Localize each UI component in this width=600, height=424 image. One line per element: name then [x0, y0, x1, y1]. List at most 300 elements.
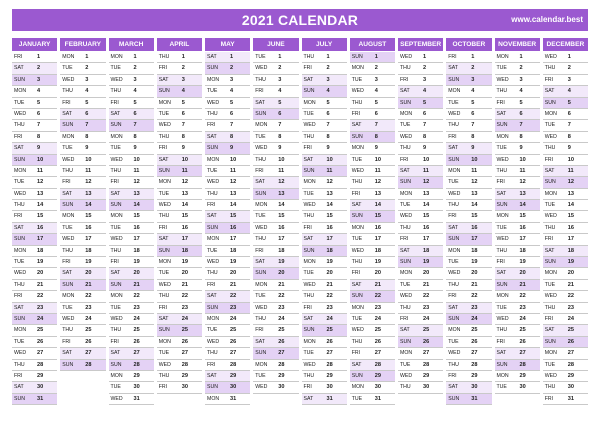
day-number: 4	[37, 88, 41, 95]
month-column-april	[157, 38, 202, 405]
day-number: 11	[133, 167, 140, 174]
day-row	[12, 280, 57, 291]
weekday-label: TUE	[255, 54, 266, 60]
weekday-label: WED	[448, 270, 461, 277]
day-row	[302, 314, 347, 325]
weekday-label: SAT	[351, 122, 362, 129]
day-number: 29	[181, 372, 188, 379]
day-number: 16	[278, 224, 285, 231]
day-row	[60, 109, 105, 120]
day-row	[12, 314, 57, 325]
day-row	[543, 394, 588, 405]
day-number: 13	[133, 190, 140, 197]
weekday-label: MON	[351, 224, 364, 231]
day-number: 31	[374, 395, 381, 402]
weekday-label: SAT	[351, 361, 362, 368]
day-row	[302, 348, 347, 359]
day-row	[157, 325, 202, 336]
day-number: 23	[423, 304, 430, 311]
day-number: 7	[85, 122, 89, 129]
day-row	[543, 257, 588, 268]
day-number: 11	[326, 167, 333, 174]
day-row	[398, 132, 443, 143]
day-row	[205, 246, 250, 257]
day-row	[12, 143, 57, 154]
day-row	[350, 109, 395, 120]
weekday-label: FRI	[400, 315, 409, 322]
day-number: 18	[37, 247, 44, 254]
day-number: 6	[567, 110, 571, 117]
day-row	[12, 86, 57, 97]
weekday-label: THU	[496, 88, 508, 95]
day-number: 18	[471, 247, 478, 254]
weekday-label: WED	[207, 338, 220, 345]
day-row	[205, 98, 250, 109]
day-row	[157, 257, 202, 268]
weekday-label: SUN	[255, 190, 267, 197]
day-row	[543, 314, 588, 325]
weekday-label: TUE	[207, 88, 218, 95]
day-number: 12	[326, 179, 333, 186]
day-row	[205, 211, 250, 222]
weekday-label: FRI	[62, 259, 71, 266]
weekday-label: FRI	[255, 88, 264, 95]
day-row	[543, 109, 588, 120]
day-row	[60, 325, 105, 336]
day-number: 9	[37, 145, 41, 152]
weekday-label: SAT	[400, 167, 410, 174]
day-number: 27	[374, 350, 381, 357]
weekday-label: SAT	[110, 350, 121, 357]
weekday-label: FRI	[448, 54, 457, 60]
day-row	[495, 303, 540, 314]
day-row	[109, 348, 154, 359]
day-row	[543, 223, 588, 234]
day-row	[205, 143, 250, 154]
day-number: 8	[181, 133, 185, 140]
day-number: 24	[519, 315, 526, 322]
weekday-label: THU	[400, 224, 411, 231]
weekday-label: TUE	[351, 236, 363, 243]
day-number: 29	[37, 372, 44, 379]
day-number: 19	[230, 259, 237, 266]
day-row	[60, 200, 105, 211]
day-row	[543, 280, 588, 291]
day-row	[109, 280, 154, 291]
day-row	[253, 257, 298, 268]
day-number: 27	[181, 350, 188, 357]
weekday-label: FRI	[110, 99, 119, 106]
day-row	[495, 223, 540, 234]
day-number: 2	[326, 65, 330, 72]
weekday-label: MON	[207, 76, 220, 83]
title-bar	[12, 9, 588, 31]
weekday-label: SAT	[496, 110, 507, 117]
day-number: 21	[85, 281, 92, 288]
weekday-label: SUN	[110, 281, 122, 288]
weekday-label: MON	[544, 270, 557, 277]
day-number: 25	[85, 327, 92, 334]
day-number: 28	[567, 361, 574, 368]
month-header: NOVEMBER	[495, 38, 540, 51]
day-number: 7	[519, 122, 523, 129]
weekday-label: SAT	[544, 88, 555, 95]
weekday-label: THU	[303, 293, 315, 300]
day-number: 10	[278, 156, 285, 163]
day-row	[60, 360, 105, 371]
day-number: 8	[567, 133, 571, 140]
day-number: 1	[133, 54, 137, 60]
weekday-label: WED	[158, 202, 171, 209]
weekday-label: WED	[158, 361, 171, 368]
day-row	[350, 257, 395, 268]
day-row	[109, 246, 154, 257]
day-row	[205, 268, 250, 279]
weekday-label: TUE	[255, 213, 266, 220]
weekday-label: FRI	[207, 122, 216, 129]
day-number: 1	[37, 54, 41, 60]
day-row	[398, 155, 443, 166]
weekday-label: SUN	[544, 338, 556, 345]
day-number: 20	[519, 270, 526, 277]
day-row	[109, 189, 154, 200]
weekday-label: THU	[400, 304, 411, 311]
day-row	[398, 291, 443, 302]
day-number: 25	[37, 327, 44, 334]
day-row	[302, 98, 347, 109]
day-row	[205, 200, 250, 211]
day-row	[205, 337, 250, 348]
day-row	[495, 234, 540, 245]
weekday-label: MON	[62, 133, 75, 140]
day-row	[446, 360, 491, 371]
weekday-label: SUN	[14, 76, 25, 83]
weekday-label: WED	[544, 133, 557, 140]
day-number: 19	[278, 259, 285, 266]
day-row	[109, 98, 154, 109]
day-row	[543, 337, 588, 348]
day-row	[157, 120, 202, 131]
day-number: 12	[471, 179, 478, 186]
weekday-label: MON	[110, 133, 123, 140]
weekday-label: THU	[496, 167, 508, 174]
day-row	[253, 177, 298, 188]
weekday-label: TUE	[14, 179, 25, 186]
day-number: 4	[567, 88, 571, 95]
day-row	[543, 155, 588, 166]
weekday-label: FRI	[14, 293, 23, 300]
day-row	[446, 189, 491, 200]
day-number: 27	[85, 350, 92, 357]
day-number: 17	[519, 236, 526, 243]
day-number: 19	[85, 259, 92, 266]
day-row	[205, 109, 250, 120]
day-row	[446, 109, 491, 120]
day-row	[302, 234, 347, 245]
day-number: 18	[326, 247, 333, 254]
day-number: 26	[326, 338, 333, 345]
weekday-label: WED	[158, 281, 171, 288]
day-row	[157, 280, 202, 291]
day-number: 2	[519, 65, 523, 72]
day-row	[157, 246, 202, 257]
day-row	[495, 257, 540, 268]
weekday-label: FRI	[14, 213, 23, 220]
day-row	[253, 223, 298, 234]
weekday-label: SUN	[303, 327, 315, 334]
day-row	[12, 189, 57, 200]
weekday-label: WED	[400, 372, 413, 379]
weekday-label: SUN	[400, 179, 411, 186]
day-row	[398, 268, 443, 279]
day-row	[12, 268, 57, 279]
weekday-label: MON	[400, 110, 413, 117]
day-number: 22	[326, 293, 333, 300]
day-row	[60, 257, 105, 268]
day-row	[109, 109, 154, 120]
weekday-label: SAT	[14, 384, 24, 391]
day-number: 24	[471, 315, 478, 322]
weekday-label: MON	[110, 54, 123, 60]
weekday-label: SUN	[496, 361, 508, 368]
day-number: 27	[519, 350, 526, 357]
day-number: 29	[423, 372, 430, 379]
site-link[interactable]: www.calendar.best	[511, 15, 583, 24]
day-row	[543, 291, 588, 302]
day-number: 11	[230, 167, 236, 174]
day-number: 5	[423, 99, 427, 106]
day-number: 23	[230, 304, 237, 311]
weekday-label: THU	[544, 224, 556, 231]
day-row	[350, 360, 395, 371]
weekday-label: THU	[255, 315, 266, 322]
weekday-label: THU	[207, 350, 218, 357]
day-row	[495, 120, 540, 131]
day-number: 5	[181, 99, 185, 106]
day-row	[398, 177, 443, 188]
day-number: 5	[278, 99, 282, 106]
day-number: 30	[181, 384, 188, 391]
day-number: 13	[471, 190, 478, 197]
day-number: 7	[37, 122, 41, 129]
day-row	[495, 382, 540, 393]
day-row	[60, 211, 105, 222]
weekday-label: SAT	[448, 145, 458, 152]
day-number: 2	[374, 65, 378, 72]
weekday-label: SAT	[351, 202, 362, 209]
day-number: 13	[230, 190, 237, 197]
day-number: 18	[133, 247, 140, 254]
day-row	[60, 155, 105, 166]
weekday-label: FRI	[448, 133, 457, 140]
day-row	[109, 166, 154, 177]
day-number: 13	[423, 190, 430, 197]
day-row	[157, 314, 202, 325]
day-number: 3	[278, 76, 282, 83]
day-number: 3	[85, 76, 89, 83]
day-number: 23	[374, 304, 381, 311]
weekday-label: MON	[351, 145, 364, 152]
day-number: 28	[423, 361, 430, 368]
weekday-label: FRI	[544, 76, 554, 83]
day-number: 26	[230, 338, 237, 345]
day-row	[398, 86, 443, 97]
day-number: 12	[181, 179, 188, 186]
weekday-label: TUE	[207, 327, 218, 334]
day-number: 9	[85, 145, 89, 152]
day-number: 12	[374, 179, 381, 186]
weekday-label: MON	[14, 247, 27, 254]
weekday-label: FRI	[14, 54, 23, 60]
day-row	[446, 371, 491, 382]
weekday-label: SAT	[14, 65, 24, 72]
day-row	[60, 291, 105, 302]
weekday-label: TUE	[158, 270, 170, 277]
day-row	[12, 337, 57, 348]
day-row	[205, 325, 250, 336]
weekday-label: WED	[351, 327, 364, 334]
weekday-label: MON	[496, 213, 509, 220]
day-number: 2	[423, 65, 427, 72]
day-number: 22	[519, 293, 526, 300]
day-number: 17	[37, 236, 44, 243]
weekday-label: MON	[110, 213, 123, 220]
day-number: 22	[181, 293, 188, 300]
day-number: 21	[133, 281, 140, 288]
day-row	[446, 246, 491, 257]
day-number: 6	[37, 110, 41, 117]
day-number: 30	[567, 384, 574, 391]
weekday-label: TUE	[448, 259, 459, 266]
weekday-label: FRI	[110, 259, 119, 266]
day-number: 24	[374, 315, 381, 322]
day-number: 17	[326, 236, 333, 243]
weekday-label: WED	[351, 247, 364, 254]
day-number: 27	[133, 350, 140, 357]
weekday-label: THU	[448, 122, 459, 129]
weekday-label: MON	[255, 281, 268, 288]
month-header: SEPTEMBER	[398, 38, 443, 51]
day-row	[350, 52, 395, 63]
day-number: 18	[519, 247, 526, 254]
day-number: 1	[423, 54, 427, 60]
day-row	[302, 246, 347, 257]
weekday-label: THU	[544, 145, 556, 152]
day-row	[109, 382, 154, 393]
weekday-label: TUE	[351, 395, 363, 402]
month-column-may	[205, 38, 250, 405]
day-number: 24	[567, 315, 574, 322]
day-row	[350, 143, 395, 154]
day-number: 26	[423, 338, 430, 345]
day-row	[157, 63, 202, 74]
day-row	[543, 200, 588, 211]
day-row	[157, 166, 202, 177]
day-row	[302, 75, 347, 86]
day-number: 1	[471, 54, 475, 60]
day-number: 20	[278, 270, 285, 277]
day-row	[157, 200, 202, 211]
day-row	[253, 360, 298, 371]
weekday-label: SUN	[544, 99, 556, 106]
weekday-label: THU	[303, 54, 315, 60]
day-number: 29	[567, 372, 574, 379]
day-row	[495, 189, 540, 200]
day-row	[157, 268, 202, 279]
day-number: 24	[85, 315, 92, 322]
weekday-label: THU	[207, 110, 218, 117]
day-number: 16	[519, 224, 526, 231]
weekday-label: TUE	[496, 304, 507, 311]
weekday-label: TUE	[400, 202, 411, 209]
day-row	[350, 155, 395, 166]
day-number: 28	[85, 361, 92, 368]
day-number: 7	[230, 122, 234, 129]
day-row	[302, 291, 347, 302]
day-number: 6	[519, 110, 523, 117]
day-row	[350, 120, 395, 131]
day-number: 5	[37, 99, 41, 106]
day-number: 25	[471, 327, 478, 334]
day-number: 14	[567, 202, 574, 209]
day-number: 11	[278, 167, 285, 174]
day-row	[302, 155, 347, 166]
weekday-label: MON	[207, 236, 220, 243]
day-row	[350, 223, 395, 234]
weekday-label: SAT	[158, 76, 169, 83]
day-row	[302, 325, 347, 336]
weekday-label: TUE	[62, 304, 73, 311]
weekday-label: MON	[544, 190, 557, 197]
day-row	[302, 52, 347, 63]
weekday-label: SUN	[207, 304, 218, 311]
weekday-label: SAT	[62, 110, 72, 117]
day-row	[157, 348, 202, 359]
day-number: 7	[181, 122, 185, 129]
day-row	[446, 257, 491, 268]
weekday-label: THU	[255, 236, 266, 243]
weekday-label: MON	[351, 304, 364, 311]
day-row	[253, 109, 298, 120]
day-number: 26	[37, 338, 44, 345]
day-number: 11	[567, 167, 574, 174]
day-row	[495, 166, 540, 177]
day-row	[60, 314, 105, 325]
day-row	[446, 223, 491, 234]
weekday-label: FRI	[351, 110, 361, 117]
day-number: 5	[471, 99, 475, 106]
weekday-label: FRI	[158, 145, 168, 152]
day-row	[446, 63, 491, 74]
day-row	[446, 200, 491, 211]
day-row	[60, 143, 105, 154]
weekday-label: MON	[158, 99, 171, 106]
weekday-label: FRI	[303, 384, 312, 391]
day-number: 2	[471, 65, 475, 72]
weekday-label: THU	[351, 338, 363, 345]
weekday-label: WED	[255, 224, 268, 231]
weekday-label: WED	[14, 110, 27, 117]
day-number: 3	[181, 76, 185, 83]
day-row	[350, 337, 395, 348]
weekday-label: WED	[158, 122, 171, 129]
weekday-label: SAT	[207, 293, 217, 300]
weekday-label: WED	[496, 315, 509, 322]
day-row	[302, 394, 347, 405]
day-number: 24	[326, 315, 333, 322]
day-row	[109, 200, 154, 211]
weekday-label: THU	[351, 259, 363, 266]
